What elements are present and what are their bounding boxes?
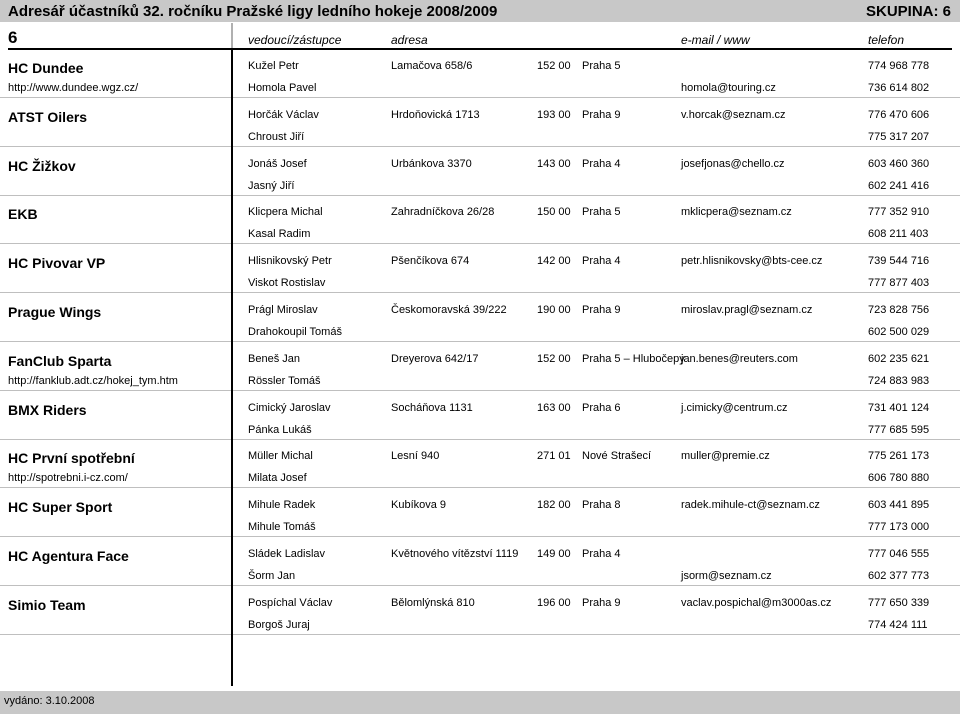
phone: 603 460 360: [868, 157, 930, 170]
header-address: adresa: [391, 33, 428, 47]
team-block: [0, 392, 960, 440]
phone: 739 544 716: [868, 255, 930, 268]
city: Praha 4: [582, 548, 621, 560]
deputy-phone: 775 317 207: [868, 130, 930, 143]
phone: 775 261 173: [868, 450, 930, 463]
deputy-name: Borgoš Juraj: [248, 618, 310, 631]
team-name: HC První spotřební: [8, 450, 135, 467]
city: Praha 5 – Hlubočepy: [582, 352, 685, 365]
email: muller@premie.cz: [681, 450, 770, 463]
deputy-email: homola@touring.cz: [681, 82, 776, 94]
leader-name: Müller Michal: [248, 450, 313, 463]
leader-name: Kužel Petr: [248, 60, 299, 72]
team-block: [0, 440, 960, 488]
email: petr.hlisnikovsky@bts-cee.cz: [681, 255, 823, 268]
zip-code: 271 01: [537, 450, 571, 463]
leader-name: Horčák Václav: [248, 108, 319, 121]
deputy-name: Drahokoupil Tomáš: [248, 326, 342, 338]
deputy-name: Jasný Jiří: [248, 179, 295, 192]
title-bar: [0, 0, 960, 22]
city: Nové Strašecí: [582, 450, 652, 463]
street: Socháňova 1131: [391, 401, 473, 414]
zip-code: 149 00: [537, 548, 571, 560]
zip-code: 152 00: [537, 352, 571, 365]
team-block: [0, 148, 960, 196]
leader-name: Pospíchal Václav: [248, 596, 333, 609]
street: Kubíkova 9: [391, 499, 447, 512]
team-url[interactable]: http://www.dundee.wgz.cz/: [8, 82, 139, 94]
team-url[interactable]: http://spotrebni.i-cz.com/: [8, 472, 128, 485]
header-phone: telefon: [868, 33, 905, 47]
team-block: [0, 587, 960, 635]
leader-name: Mihule Radek: [248, 499, 316, 512]
zip-code: 150 00: [537, 206, 571, 219]
zip-code: 182 00: [537, 499, 571, 512]
deputy-name: Mihule Tomáš: [248, 521, 316, 534]
phone: 776 470 606: [868, 108, 930, 121]
team-name: Prague Wings: [8, 304, 102, 320]
phone: 774 968 778: [868, 60, 930, 72]
row-separator: [0, 634, 960, 635]
deputy-phone: 724 883 983: [868, 374, 930, 387]
street: Lesní 940: [391, 450, 440, 463]
leader-name: Sládek Ladislav: [248, 548, 326, 560]
phone: 731 401 124: [868, 401, 930, 414]
phone: 602 235 621: [868, 352, 930, 365]
deputy-name: Pánka Lukáš: [248, 423, 312, 436]
zip-code: 196 00: [537, 596, 571, 609]
email: jan.benes@reuters.com: [681, 352, 798, 365]
deputy-email: jsorm@seznam.cz: [681, 570, 772, 582]
header-email: e-mail / www: [681, 33, 750, 47]
email: j.cimicky@centrum.cz: [681, 401, 788, 414]
phone: 777 046 555: [868, 548, 930, 560]
zip-code: 152 00: [537, 60, 571, 72]
deputy-phone: 606 780 880: [868, 472, 930, 485]
deputy-phone: 777 685 595: [868, 423, 930, 436]
deputy-phone: 777 877 403: [868, 277, 930, 290]
header-divider: [231, 23, 233, 50]
phone: 603 441 895: [868, 499, 930, 512]
zip-code: 142 00: [537, 255, 571, 268]
street: Zahradníčkova 26/28: [391, 206, 495, 219]
deputy-phone: 602 241 416: [868, 179, 930, 192]
city: Praha 5: [582, 60, 621, 72]
deputy-name: Milata Josef: [248, 472, 307, 485]
deputy-name: Kasal Radim: [248, 228, 311, 241]
leader-name: Klicpera Michal: [248, 206, 323, 219]
deputy-phone: 602 500 029: [868, 326, 930, 338]
email: vaclav.pospichal@m3000as.cz: [681, 596, 832, 609]
deputy-name: Homola Pavel: [248, 82, 317, 94]
column-divider: [231, 49, 233, 686]
city: Praha 9: [582, 108, 621, 121]
team-name: HC Super Sport: [8, 499, 113, 516]
deputy-phone: 608 211 403: [868, 228, 929, 241]
city: Praha 4: [582, 255, 621, 268]
street: Bělomlýnská 810: [391, 596, 475, 609]
street: Dreyerova 642/17: [391, 352, 479, 365]
group-number: 6: [8, 28, 18, 47]
team-block: [0, 343, 960, 391]
phone: 777 352 910: [868, 206, 930, 219]
city: Praha 9: [582, 304, 621, 316]
team-block: [0, 294, 960, 342]
header-person: vedoucí/zástupce: [248, 33, 342, 47]
team-name: HC Dundee: [8, 60, 84, 76]
team-block: [0, 196, 960, 244]
team-block: [0, 50, 960, 98]
page-title: Adresář účastníků 32. ročníku Pražské ligy ledního hokeje 2008/2009: [8, 3, 498, 20]
team-name: HC Pivovar VP: [8, 255, 106, 272]
team-block: [0, 99, 960, 147]
email: radek.mihule-ct@seznam.cz: [681, 499, 820, 512]
deputy-name: Šorm Jan: [248, 570, 296, 582]
deputy-name: Rössler Tomáš: [248, 374, 321, 387]
team-name: ATST Oilers: [8, 108, 88, 125]
city: Praha 8: [582, 499, 621, 512]
email: v.horcak@seznam.cz: [681, 108, 786, 121]
street: Pšenčíkova 674: [391, 255, 470, 268]
deputy-name: Chroust Jiří: [248, 130, 305, 143]
team-block: [0, 538, 960, 586]
team-url[interactable]: http://fanklub.adt.cz/hokej_tym.htm: [8, 374, 178, 387]
team-name: HC Žižkov: [8, 157, 76, 174]
team-name: Simio Team: [8, 596, 86, 613]
zip-code: 193 00: [537, 108, 571, 121]
zip-code: 190 00: [537, 304, 571, 316]
email: mklicpera@seznam.cz: [681, 206, 792, 219]
email: miroslav.pragl@seznam.cz: [681, 304, 813, 316]
phone: 723 828 756: [868, 304, 930, 316]
street: Hrdoňovická 1713: [391, 108, 480, 121]
zip-code: 143 00: [537, 157, 571, 170]
deputy-name: Viskot Rostislav: [248, 277, 326, 290]
city: Praha 6: [582, 401, 621, 414]
deputy-phone: 777 173 000: [868, 521, 930, 534]
city: Praha 9: [582, 596, 621, 609]
footer: [0, 691, 960, 714]
city: Praha 5: [582, 206, 621, 219]
deputy-phone: 602 377 773: [868, 570, 930, 582]
leader-name: Jonáš Josef: [248, 157, 307, 170]
street: Květnového vítězství 1119: [391, 548, 519, 560]
leader-name: Prágl Miroslav: [248, 304, 318, 316]
street: Urbánkova 3370: [391, 157, 472, 170]
city: Praha 4: [582, 157, 621, 170]
street: Českomoravská 39/222: [391, 304, 507, 316]
issue-date: vydáno: 3.10.2008: [4, 695, 95, 707]
leader-name: Beneš Jan: [248, 352, 300, 365]
email: josefjonas@chello.cz: [681, 157, 785, 170]
team-block: [0, 489, 960, 537]
team-name: FanClub Sparta: [8, 352, 112, 369]
street: Lamačova 658/6: [391, 60, 473, 72]
leader-name: Cimický Jaroslav: [248, 401, 331, 414]
group-label: SKUPINA: 6: [865, 3, 951, 20]
leader-name: Hlisnikovský Petr: [248, 255, 332, 268]
team-name: EKB: [8, 206, 38, 223]
phone: 777 650 339: [868, 596, 930, 609]
deputy-phone: 774 424 111: [868, 618, 928, 631]
team-name: BMX Riders: [8, 401, 87, 418]
team-block: [0, 245, 960, 293]
deputy-phone: 736 614 802: [868, 82, 930, 94]
team-name: HC Agentura Face: [8, 548, 129, 564]
zip-code: 163 00: [537, 401, 571, 414]
